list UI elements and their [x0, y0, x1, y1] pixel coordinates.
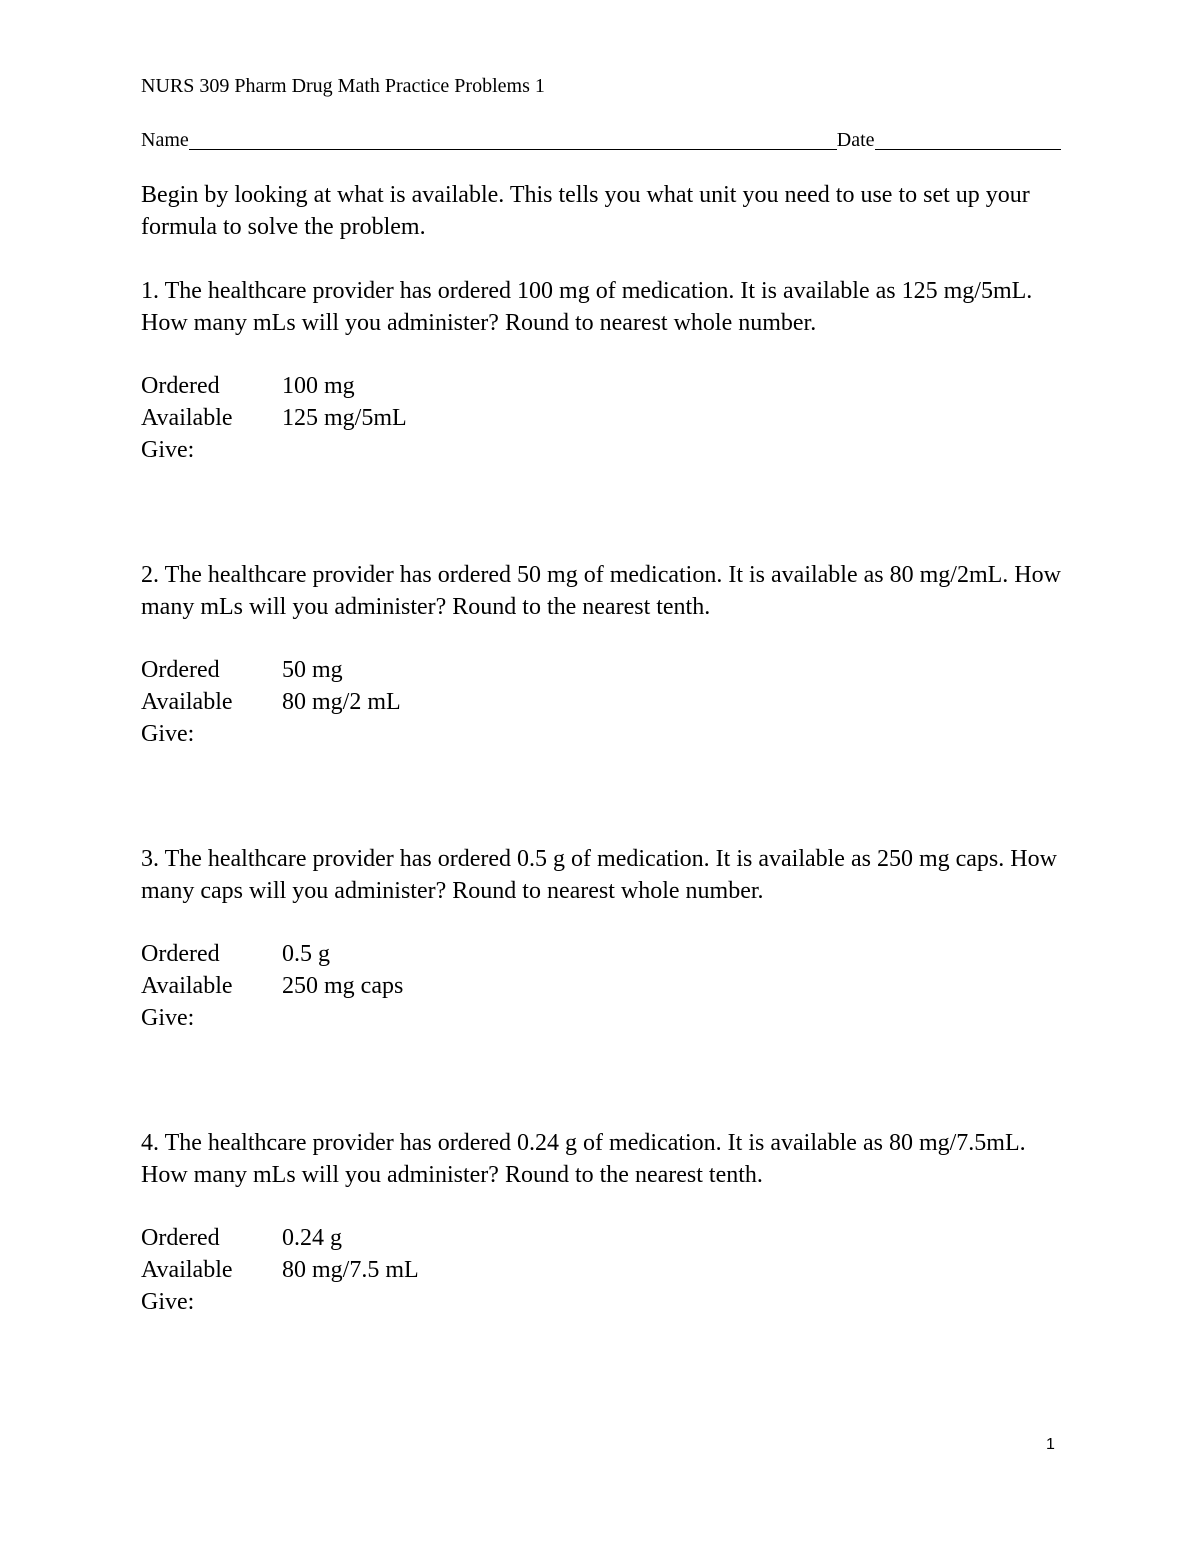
problem-1: [141, 275, 1071, 466]
name-date-line: [141, 126, 1061, 154]
available-value: 80 mg/2 mL: [282, 689, 401, 715]
ordered-label: Ordered: [141, 941, 220, 967]
name-blank[interactable]: [189, 127, 837, 150]
problem-4: [141, 1127, 1071, 1318]
available-value: 125 mg/5mL: [282, 405, 407, 431]
give-label: Give:: [141, 1289, 195, 1315]
give-answer[interactable]: [282, 1286, 1071, 1318]
problem-table: [141, 654, 1071, 750]
name-label: Name: [141, 129, 189, 151]
problem-table: [141, 938, 1071, 1034]
problem-question: 4. The healthcare provider has ordered 0.24 g of medication. It is available as 80 mg/7.5mL. How many mLs will you administer? Round to the nearest tenth.: [141, 1130, 1026, 1188]
ordered-label: Ordered: [141, 657, 220, 683]
ordered-value: 50 mg: [282, 657, 343, 683]
problem-3: [141, 843, 1071, 1034]
intro-paragraph: Begin by looking at what is available. This tells you what unit you need to use to set up your formula to solve the problem.: [141, 182, 1030, 240]
ordered-value: 0.24 g: [282, 1225, 342, 1251]
give-label: Give:: [141, 437, 195, 463]
problem-2: [141, 559, 1071, 750]
give-answer[interactable]: [282, 718, 1071, 750]
give-label: Give:: [141, 721, 195, 747]
give-label: Give:: [141, 1005, 195, 1031]
problem-question: 3. The healthcare provider has ordered 0.5 g of medication. It is available as 250 mg caps. How many caps will you administer? Round to nearest whole number.: [141, 846, 1057, 904]
problem-table: [141, 370, 1071, 466]
give-answer[interactable]: [282, 434, 1071, 466]
ordered-label: Ordered: [141, 373, 220, 399]
ordered-value: 0.5 g: [282, 941, 330, 967]
available-label: Available: [141, 973, 233, 999]
available-label: Available: [141, 1257, 233, 1283]
problem-question: 1. The healthcare provider has ordered 100 mg of medication. It is available as 125 mg/5mL. How many mLs will you administer? Round to nearest whole number.: [141, 278, 1033, 336]
available-label: Available: [141, 689, 233, 715]
problem-question: 2. The healthcare provider has ordered 50 mg of medication. It is available as 80 mg/2mL. How many mLs will you administer? Round to the nearest tenth.: [141, 562, 1061, 620]
page-number: 1: [1046, 1436, 1055, 1453]
available-value: 250 mg caps: [282, 973, 404, 999]
give-answer[interactable]: [282, 1002, 1071, 1034]
date-blank[interactable]: [875, 127, 1061, 150]
available-label: Available: [141, 405, 233, 431]
ordered-value: 100 mg: [282, 373, 355, 399]
document-header: NURS 309 Pharm Drug Math Practice Problems 1: [141, 75, 545, 97]
ordered-label: Ordered: [141, 1225, 220, 1251]
available-value: 80 mg/7.5 mL: [282, 1257, 419, 1283]
date-label: Date: [836, 129, 875, 151]
problem-table: [141, 1222, 1071, 1318]
